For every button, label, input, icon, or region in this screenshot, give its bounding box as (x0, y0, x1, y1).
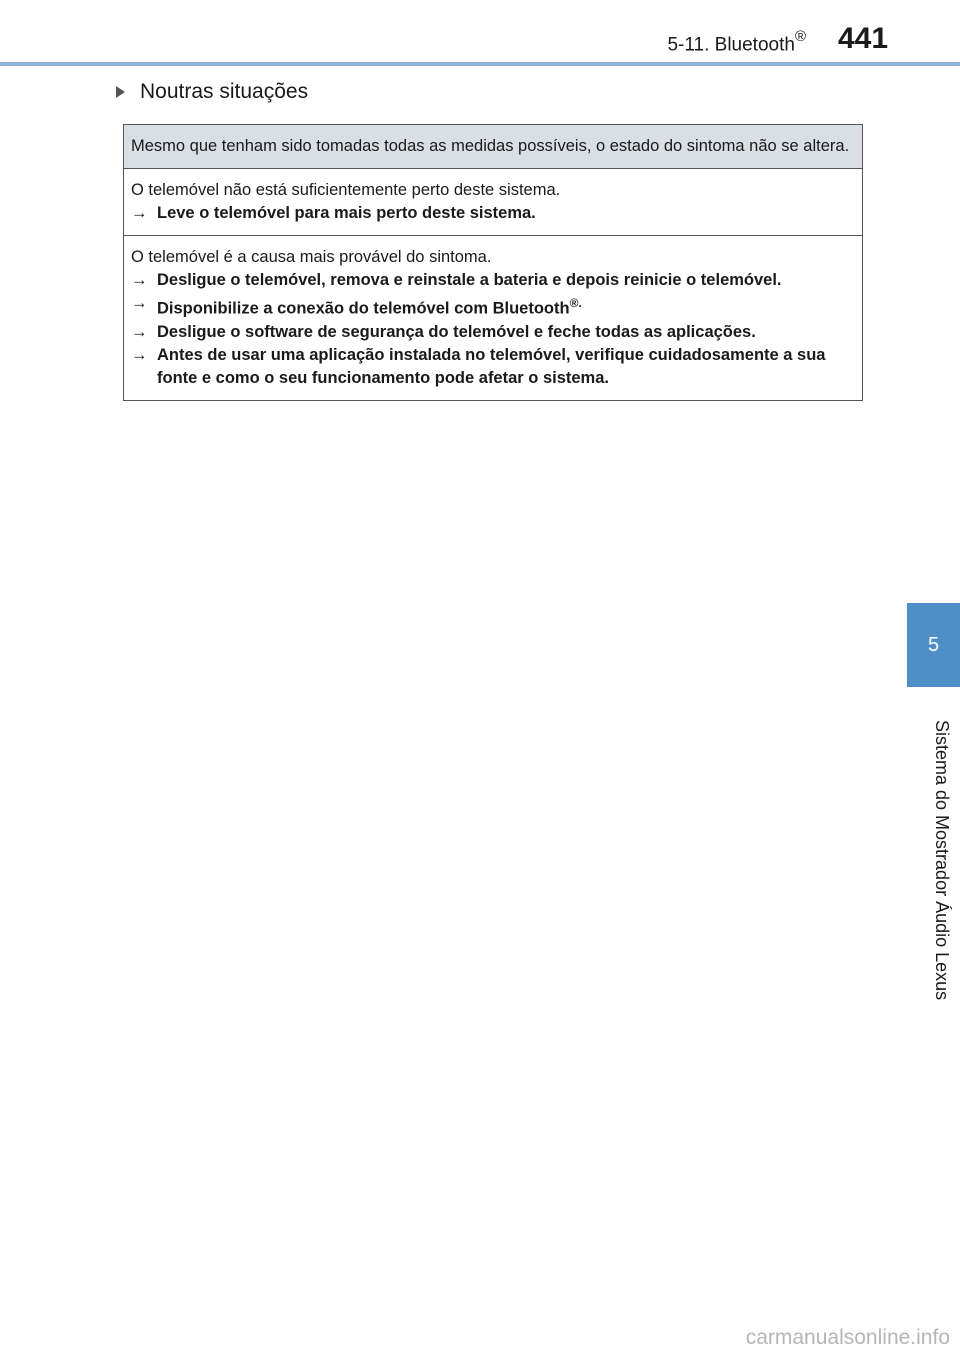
table-heading: Mesmo que tenham sido tomadas todas as medidas possíveis, o estado do sintoma não se altera. (124, 125, 862, 168)
page-number: 441 (838, 22, 889, 55)
header-section-title: 5-11. Bluetooth® (667, 28, 806, 56)
triangle-bullet-icon (116, 86, 125, 98)
section-heading-text: Noutras situações (140, 80, 309, 103)
troubleshooting-table (123, 124, 863, 401)
arrow-icon: → (131, 271, 148, 289)
row-cause: O telemóvel não está suficientemente perto deste sistema. (131, 181, 561, 199)
table-row (124, 235, 862, 400)
arrow-icon: → (131, 322, 148, 341)
chapter-label: Sistema do Mostrador Áudio Lexus (932, 719, 952, 1001)
arrow-icon: → (131, 204, 148, 222)
action-line: → Disponibilize a conexão do telemóvel com Bluetooth®. (131, 292, 854, 321)
action-line: → Desligue o telemóvel, remova e reinstale a bateria e depois reinicie o telemóvel. (131, 269, 854, 292)
action-line: → Desligue o software de segurança do telemóvel e feche todas as aplicações. (131, 321, 854, 344)
table-row (124, 168, 862, 235)
chapter-tab: 5 (907, 603, 960, 687)
action-line: → Antes de usar uma aplicação instalada no telemóvel, verifique cuidadosamente a sua fonte e como o seu funcionamento pode afetar o sistema. (131, 344, 854, 390)
action-line: → Leve o telemóvel para mais perto deste sistema. (131, 202, 854, 225)
arrow-icon: → (131, 345, 148, 364)
registered-mark: ® (794, 28, 806, 45)
section-heading (116, 80, 308, 104)
arrow-icon: → (131, 294, 148, 312)
row-cause: O telemóvel é a causa mais provável do sintoma. (131, 248, 492, 266)
watermark: carmanualsonline.info (745, 1326, 950, 1349)
registered-mark: ®. (569, 296, 582, 310)
header-rule (0, 62, 960, 66)
